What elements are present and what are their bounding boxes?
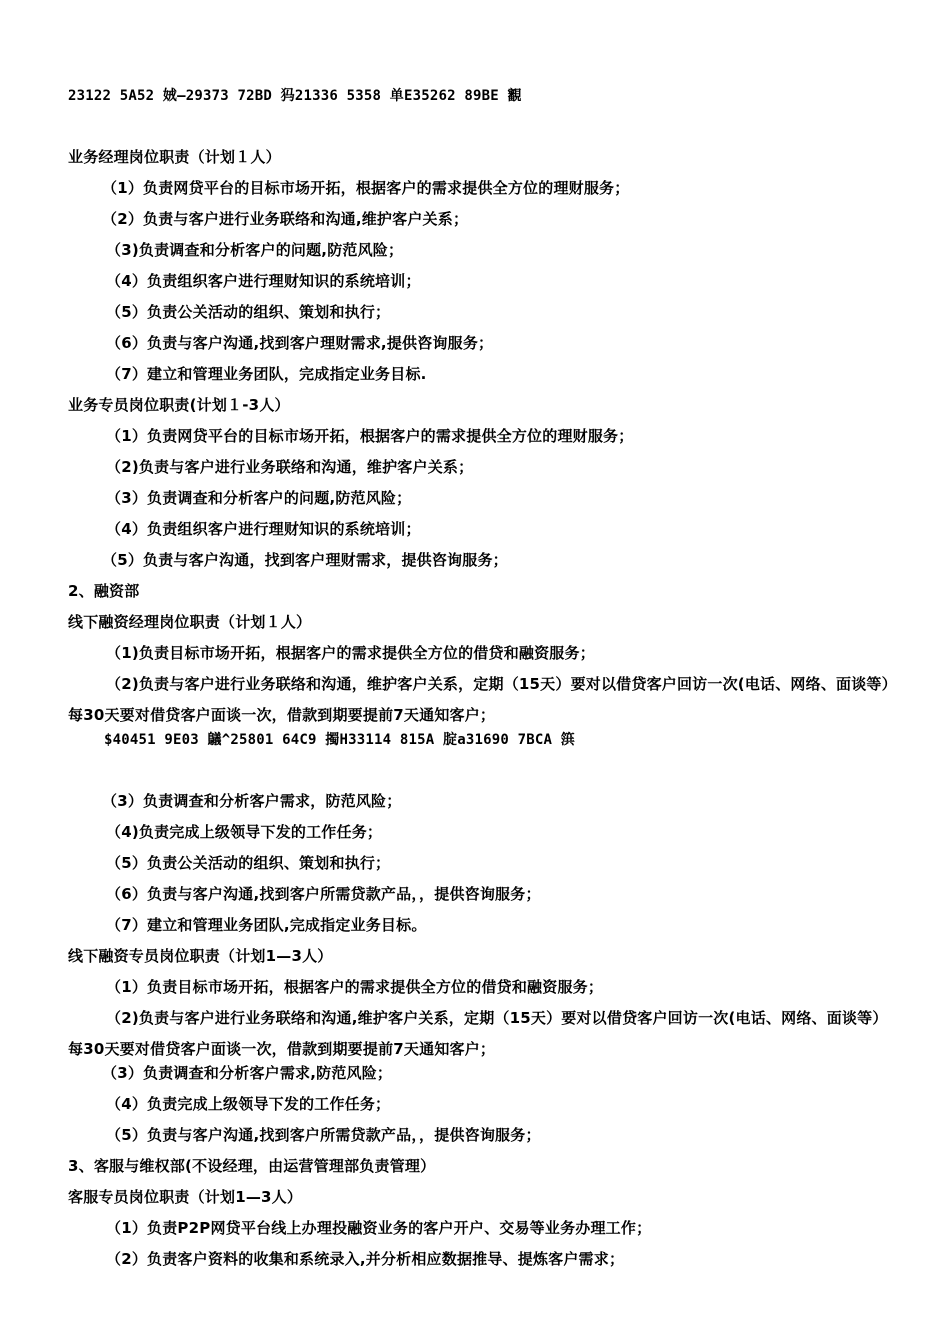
list-item: （5）负责公关活动的组织、策划和执行； bbox=[106, 303, 391, 321]
list-item: （1）负责网贷平台的目标市场开拓，根据客户的需求提供全方位的理财服务； bbox=[102, 179, 630, 197]
list-item: （3)负责调查和分析客户的问题,防范风险； bbox=[106, 241, 404, 259]
list-item: （6）负责与客户沟通,找到客户所需贷款产品，，提供咨询服务； bbox=[106, 885, 541, 903]
section-heading: 业务经理岗位职责（计划１人） bbox=[68, 148, 281, 166]
list-item: （4）负责组织客户进行理财知识的系统培训； bbox=[106, 520, 421, 538]
department-heading: 3、客服与维权部(不设经理，由运营管理部负责管理） bbox=[68, 1157, 436, 1175]
list-item: （4)负责完成上级领导下发的工作任务； bbox=[106, 823, 383, 841]
list-item: （6）负责与客户沟通,找到客户理财需求,提供咨询服务； bbox=[106, 334, 494, 352]
list-item: （3）负责调查和分析客户的问题,防范风险； bbox=[106, 489, 412, 507]
section-heading: 客服专员岗位职责（计划1—3人） bbox=[68, 1188, 303, 1206]
list-item: （2)负责与客户进行业务联络和沟通，维护客户关系，定期（15天）要对以借贷客户回访一次(电话、网络、面谈等）每30天要对借贷客户面谈一次，借款到期要提前7天通知客户； bbox=[68, 675, 897, 724]
list-item: （5）负责公关活动的组织、策划和执行； bbox=[106, 854, 391, 872]
list-item: （7）建立和管理业务团队，完成指定业务目标. bbox=[106, 365, 427, 383]
list-item: （4）负责组织客户进行理财知识的系统培训； bbox=[106, 272, 421, 290]
section-heading: 业务专员岗位职责(计划１-3人） bbox=[68, 396, 290, 414]
list-item: （1)负责目标市场开拓，根据客户的需求提供全方位的借贷和融资服务； bbox=[106, 644, 595, 662]
department-heading: 2、融资部 bbox=[68, 582, 140, 600]
list-item: （3）负责调查和分析客户需求，防范风险； bbox=[102, 792, 402, 810]
list-item: （5）负责与客户沟通，找到客户理财需求，提供咨询服务； bbox=[102, 551, 508, 569]
section-heading: 线下融资专员岗位职责（计划1—3人） bbox=[68, 947, 333, 965]
list-item: （3）负责调查和分析客户需求,防范风险； bbox=[102, 1064, 393, 1082]
list-item: （7）建立和管理业务团队,完成指定业务目标。 bbox=[106, 916, 427, 934]
list-item: （2）负责与客户进行业务联络和沟通,维护客户关系； bbox=[102, 210, 469, 228]
list-item: （2）负责客户资料的收集和系统录入,并分析相应数据推导、提炼客户需求； bbox=[106, 1250, 625, 1268]
list-item: （1）负责网贷平台的目标市场开拓，根据客户的需求提供全方位的理财服务； bbox=[106, 427, 634, 445]
list-item: （5）负责与客户沟通,找到客户所需贷款产品，，提供咨询服务； bbox=[106, 1126, 541, 1144]
middle-code-line: $40451 9E03 鸃^25801 64C9 擉H33114 815A 腚a31690 7BCA 篊 bbox=[104, 732, 575, 748]
list-item: （1）负责P2P网贷平台线上办理投融资业务的客户开户、交易等业务办理工作； bbox=[106, 1219, 652, 1237]
list-item: （4）负责完成上级领导下发的工作任务； bbox=[106, 1095, 391, 1113]
list-item: （1）负责目标市场开拓，根据客户的需求提供全方位的借贷和融资服务； bbox=[106, 978, 604, 996]
list-item: （2)负责与客户进行业务联络和沟通，维护客户关系； bbox=[106, 458, 474, 476]
list-item: （2)负责与客户进行业务联络和沟通,维护客户关系，定期（15天）要对以借贷客户回访一次(电话、网络、面谈等）每30天要对借贷客户面谈一次，借款到期要提前7天通知客户； bbox=[68, 1009, 888, 1058]
header-code-line: 23122 5A52 娀—29373 72BD 犸21336 5358 单E35262 89BE 覾 bbox=[68, 88, 522, 104]
section-heading: 线下融资经理岗位职责（计划１人） bbox=[68, 613, 312, 631]
